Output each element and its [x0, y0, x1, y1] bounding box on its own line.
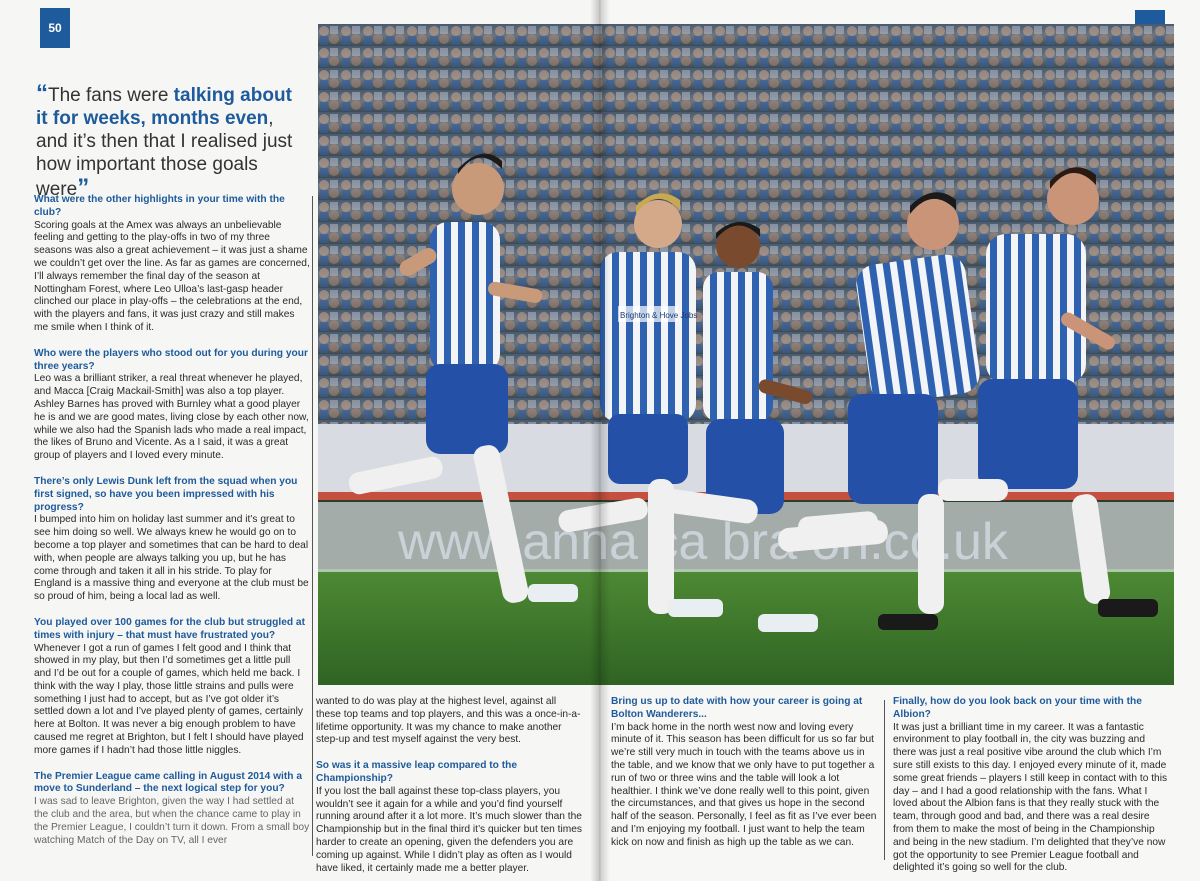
pitch — [318, 569, 1174, 685]
open-quote-mark: “ — [36, 80, 48, 107]
text-column-right-2 — [893, 696, 1169, 881]
answer-5: I was sad to leave Brighton, given the way I had settled at the club and the area, but when the chance came to play in the Premier League, I couldn’t turn it down. From a small boy watching Match of the Day on TV, all I ever — [34, 796, 310, 846]
question-2: Who were the players who stood out for you during your three years? — [34, 347, 308, 372]
page-number-left: 50 — [40, 8, 70, 48]
question-4: You played over 100 games for the club but struggled at times with injury – that must have frustrated you? — [34, 616, 305, 641]
photo-illustration — [318, 24, 1174, 685]
pull-quote-part2: , and it’s then that I realised just how important those goals were — [36, 108, 293, 200]
pull-quote — [36, 82, 306, 201]
answer-2: Leo was a brilliant striker, a real threat whenever he played, and Macca [Craig Mackail-Smith] was also a top player. Ashley Barnes has proved with Burnley what a good player he is and we are good mates, living close by each other now, while we also had the Spanish lads who made a real impact, the likes of Bruno and Vicente. As a I said, it was a great group of players and I loved every minute. — [34, 373, 309, 462]
question-1: What were the other highlights in your time with the club? — [34, 194, 285, 218]
question-8: Finally, how do you look back on your time with the Albion? — [893, 696, 1142, 720]
text-column-middle — [316, 696, 582, 881]
celebration-photo — [318, 24, 1174, 685]
answer-4: Whenever I got a run of games I felt good and I think that showed in my play, but then I’d sometimes get a little pull and I’d be out for a couple of games, which held me back. I think with the way I play, those little strains and pulls were something I just had to accept, but as I’ve got older it’s settled down a lot and I’ve played plenty of games, certainly here at Bolton. It was never a big enough problem to have caused me regret at Brighton, but I felt I should have played more games if I hadn’t had those little niggles. — [34, 642, 304, 756]
answer-7: I’m back home in the north west now and loving every minute of it. This season has been difficult for us so far but we’re still very much in touch with the teams above us in the table, and we know that we only have to put together a run of two or three wins and the table will look a lot healthier. I think we’ve done really well to this point, given the circumstances, and that gives us hope in the second half of the season. Personally, I feel as fit as I’ve ever been and I’m enjoying my football. I just want to help the team kick on now and finish as high up the table as we can. — [611, 721, 877, 848]
answer-3: I bumped into him on holiday last summer and it’s great to see him doing so well. We always knew he would go on to become a top player and sometimes that can be hard to deal with, when people are always talking you up, but he has come through and taken it all in his stride. To play for England is a massive thing and everyone at the club must be so proud of him, being a local lad as well. — [34, 514, 309, 603]
column-divider-right — [884, 700, 885, 860]
question-3: There’s only Lewis Dunk left from the squad when you first signed, so have you been impressed with his progress? — [34, 475, 298, 513]
answer-1: Scoring goals at the Amex was always an unbelievable feeling and getting to the play-offs in two of my three seasons was also a great achievement – it was just a shame we couldn’t get over the line. As far as games are concerned, I’ll always remember the final day of the season at Nottingham Forest, where Leo Ulloa’s last-gasp header clinched our place in play-offs – the celebrations at the end, with the players and fans, it was just crazy and still makes me smile when I think of it. — [34, 219, 310, 333]
text-column-left — [34, 194, 310, 860]
shirt-sponsor: Brighton & Hove Jobs — [620, 311, 698, 320]
question-6: So was it a massive leap compared to the Championship? — [316, 760, 517, 784]
question-5: The Premier League came calling in August 2014 with a move to Sunderland – the next logical step for you? — [34, 770, 302, 795]
answer-5-continued: wanted to do was play at the highest level, against all these top teams and top players, and this was a once-in-a-lifetime opportunity. It was my chance to make another step-up and test myself against the very best. — [316, 696, 581, 746]
answer-6: If you lost the ball against these top-class players, you wouldn’t see it again for a while and you’d find yourself running around after it a lot more. It’s much slower than the Championship but in the final third it’s quicker but ten times harder to create an opening, given the defenders you are coming up against. While I didn’t play as often as I would have liked, it certainly made me a better player. — [316, 785, 582, 874]
text-column-right-1 — [611, 696, 877, 863]
pull-quote-part1: The fans were — [48, 85, 174, 106]
question-7: Bring us up to date with how your career is going at Bolton Wanderers... — [611, 696, 863, 720]
close-quote-mark: ” — [77, 174, 90, 201]
column-divider-left — [312, 196, 313, 856]
pull-quote-emphasis: talking about it for weeks, months even — [36, 85, 292, 129]
answer-8: It was just a brilliant time in my career. It was a fantastic environment to play football in, the city was buzzing and there was just a real positive vibe around the club which I’m sure still exists to this day. I enjoyed every minute of it, made some great friends – players I still keep in contact with to this day – and I had a good relationship with the fans. What I loved about the Albion fans is that they really stuck with the team, through good and bad, and there was a real desire from them to make the most of being in the Championship and being in the new stadium. I’m delighted that they’ve now got the opportunity to see Premier League football and delighted it’s going so well for the club. — [893, 721, 1168, 874]
